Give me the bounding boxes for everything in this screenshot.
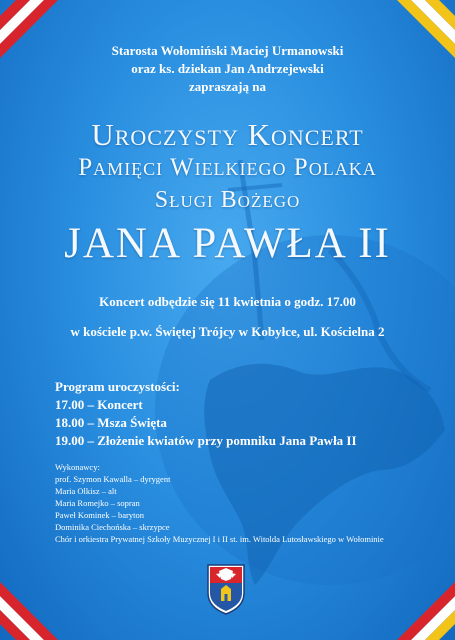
intro-line-3: zapraszają na bbox=[189, 79, 266, 94]
program-item: 18.00 – Msza Święta bbox=[55, 415, 167, 430]
title-line-3: Sługi Bożego bbox=[154, 187, 301, 213]
flag-ribbon-bottom-left bbox=[0, 550, 90, 640]
event-date: Koncert odbędzie się 11 kwietnia o godz. 17.00 bbox=[99, 294, 356, 309]
performers-heading: Wykonawcy: bbox=[55, 462, 100, 472]
program-item: 19.00 – Złożenie kwiatów przy pomniku Jana Pawła II bbox=[55, 433, 357, 448]
crest-icon bbox=[206, 563, 246, 615]
event-location: w kościele p.w. Świętej Trójcy w Kobyłce, ul. Kościelna 2 bbox=[70, 324, 385, 339]
flag-ribbon-bottom-right bbox=[365, 550, 455, 640]
title-name: JANA PAWŁA II bbox=[64, 220, 391, 267]
program-item: 17.00 – Koncert bbox=[55, 397, 143, 412]
program-section bbox=[55, 378, 357, 450]
performer-item: prof. Szymon Kawalla – dyrygent bbox=[55, 474, 171, 484]
performers-section bbox=[55, 461, 384, 545]
performer-item: Maria Olkisz – alt bbox=[55, 486, 117, 496]
performer-item: Dominika Ciechońska – skrzypce bbox=[55, 522, 170, 532]
performer-item: Chór i orkiestra Prywatnej Szkoły Muzycznej I i II st. im. Witolda Lutosławskiego w Wołominie bbox=[55, 534, 384, 544]
program-heading: Program uroczystości: bbox=[55, 379, 180, 394]
performer-item: Paweł Kominek – baryton bbox=[55, 510, 144, 520]
performer-item: Maria Romejko – sopran bbox=[55, 498, 140, 508]
intro-line-1: Starosta Wołomiński Maciej Urmanowski bbox=[111, 43, 344, 58]
title-line-2: Pamięci Wielkiego Polaka bbox=[78, 154, 377, 181]
intro-line-2: oraz ks. dziekan Jan Andrzejewski bbox=[131, 61, 324, 76]
title-line-1: Uroczysty Koncert bbox=[91, 117, 364, 152]
